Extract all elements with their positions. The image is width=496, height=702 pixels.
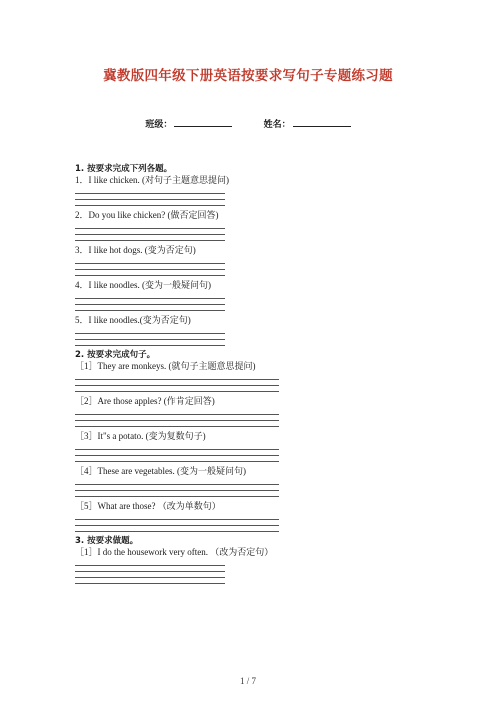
page-title: 冀教版四年级下册英语按要求写句子专题练习题: [103, 68, 393, 84]
answer-line: [75, 270, 225, 276]
class-label: 班级：: [145, 120, 173, 130]
question: 4．I like noodles. (变为一般疑问句): [75, 280, 211, 290]
answer-lines[interactable]: [75, 328, 225, 346]
answer-lines[interactable]: [75, 293, 225, 311]
name-label: 姓名：: [263, 120, 291, 130]
section-1: [75, 164, 295, 346]
question: 1．I like chicken. (对句子主题意思提问): [75, 175, 229, 185]
question: ［4］These are vegetables. (变为一般疑问句): [75, 466, 246, 476]
section-heading: 3. 按要求做题。: [75, 536, 139, 546]
answer-lines[interactable]: [75, 258, 225, 276]
question: 5．I like noodles.(变为否定句): [75, 315, 191, 325]
answer-lines[interactable]: [75, 223, 225, 241]
answer-lines[interactable]: [75, 479, 279, 497]
answer-lines[interactable]: [75, 374, 279, 392]
class-field: [145, 117, 232, 130]
student-info: [0, 117, 496, 130]
section-heading: 1. 按要求完成下列各题。: [75, 164, 173, 174]
answer-line: [75, 526, 279, 532]
answer-lines[interactable]: [75, 560, 225, 584]
answer-line: [75, 421, 279, 427]
answer-line: [75, 340, 225, 346]
question: ［2］Are those apples? (作肯定回答): [75, 396, 215, 406]
answer-line: [75, 235, 225, 241]
answer-lines[interactable]: [75, 409, 279, 427]
exercise-content: [75, 164, 295, 588]
answer-line: [75, 456, 279, 462]
answer-line: [75, 578, 225, 584]
question: ［1］They are monkeys. (就句子主题意思提问): [75, 361, 256, 371]
page-number: 1 / 7: [239, 676, 256, 686]
section-3: [75, 536, 295, 584]
name-field: [264, 117, 351, 130]
answer-line: [75, 200, 225, 206]
name-blank[interactable]: [293, 117, 351, 127]
section-2: [75, 350, 295, 532]
answer-line: [75, 386, 279, 392]
question: ［5］What are those? （改为单数句）: [75, 501, 221, 511]
question: 2．Do you like chicken? (做否定回答): [75, 210, 219, 220]
answer-lines[interactable]: [75, 514, 279, 532]
question: 3．I like hot dogs. (变为否定句): [75, 245, 196, 255]
answer-line: [75, 305, 225, 311]
question: ［1］I do the housework very often. （改为否定句）: [75, 547, 274, 557]
class-blank[interactable]: [174, 117, 232, 127]
question: ［3］It"s a potato. (变为复数句子): [75, 431, 206, 441]
answer-line: [75, 491, 279, 497]
answer-lines[interactable]: [75, 444, 279, 462]
section-heading: 2. 按要求完成句子。: [75, 350, 156, 360]
answer-lines[interactable]: [75, 188, 225, 206]
